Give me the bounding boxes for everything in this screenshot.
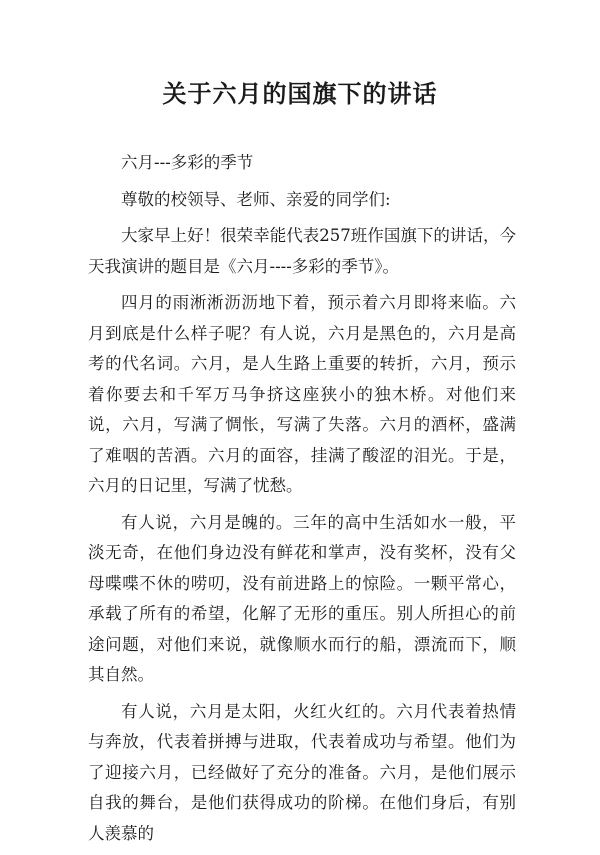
paragraph-subtitle: 六月---多彩的季节 xyxy=(121,153,254,172)
paragraph-body: 四月的雨淅淅沥沥地下着，预示着六月即将来临。六月到底是什么样子呢？有人说，六月是黑色的，六月是高考的代名词。六月，是人生路上重要的转折，六月，预示着你要去和千军万马争挤这座狭小的独木桥。对他们来说，六月，写满了惆怅，写满了失落。六月的酒杯，盛满了难咽的苦酒。六月的面容，挂满了酸涩的泪光。于是，六月的日记里，写满了忧愁。 xyxy=(88,293,516,495)
document-body xyxy=(88,148,516,855)
paragraph-greeting: 大家早上好！很荣幸能代表257班作国旗下的讲话，今天我演讲的题目是《六月----多彩的季节》。 xyxy=(88,226,516,276)
paragraph-body: 有人说，六月是魄的。三年的高中生活如水一般，平淡无奇，在他们身边没有鲜花和掌声，没有奖杯，没有父母喋喋不休的唠叨，没有前进路上的惊险。一颗平常心，承载了所有的希望，化解了无形的重压。别人所担心的前途问题，对他们来说，就像顺水而行的船，漂流而下，顺其自然。 xyxy=(88,512,516,684)
paragraph-salutation: 尊敬的校领导、老师、亲爱的同学们: xyxy=(121,189,391,209)
page-title: 关于六月的国旗下的讲话 xyxy=(162,79,438,108)
paragraph-body: 有人说，六月是太阳，火红火红的。六月代表着热情与奔放，代表着拼搏与进取，代表着成功与希望。他们为了迎接六月，已经做好了充分的准备。六月，是他们展示自我的舞台，是他们获得成功的阶梯。在他们身后，有别人羡慕的 xyxy=(88,701,516,843)
